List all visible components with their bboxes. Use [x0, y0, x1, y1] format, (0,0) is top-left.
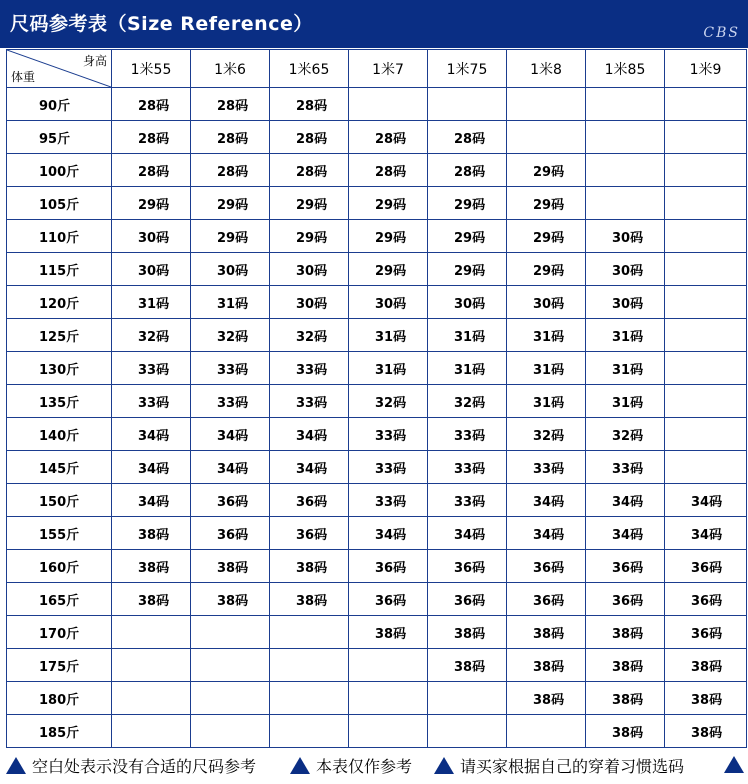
- size-cell: 34码: [586, 517, 665, 550]
- triangle-icon: [290, 757, 310, 774]
- size-cell: 30码: [507, 286, 586, 319]
- size-cell: 32码: [586, 418, 665, 451]
- size-cell: 34码: [586, 484, 665, 517]
- table-row: [7, 121, 747, 154]
- weight-cell: 120斤: [7, 286, 112, 319]
- height-header-row: [7, 50, 747, 88]
- size-cell: [112, 715, 191, 748]
- weight-cell: 115斤: [7, 253, 112, 286]
- size-cell: 28码: [270, 88, 349, 121]
- height-header: 1米8: [507, 50, 586, 88]
- size-cell: 34码: [507, 484, 586, 517]
- size-cell: 38码: [112, 550, 191, 583]
- size-cell: [191, 649, 270, 682]
- weight-cell: 130斤: [7, 352, 112, 385]
- size-cell: 28码: [112, 121, 191, 154]
- table-row: [7, 517, 747, 550]
- table-row: [7, 583, 747, 616]
- table-row: [7, 484, 747, 517]
- size-cell: 28码: [270, 154, 349, 187]
- size-cell: 31码: [428, 319, 507, 352]
- size-cell: [428, 715, 507, 748]
- size-cell: 36码: [586, 583, 665, 616]
- weight-cell: 160斤: [7, 550, 112, 583]
- size-cell: 31码: [586, 385, 665, 418]
- size-cell: 32码: [349, 385, 428, 418]
- size-cell: [586, 154, 665, 187]
- size-cell: 29码: [191, 220, 270, 253]
- size-cell: 34码: [112, 451, 191, 484]
- size-cell: 29码: [428, 253, 507, 286]
- size-cell: 36码: [349, 550, 428, 583]
- table-row: [7, 385, 747, 418]
- size-cell: 38码: [112, 583, 191, 616]
- size-cell: 29码: [112, 187, 191, 220]
- size-cell: 31码: [349, 319, 428, 352]
- size-cell: 29码: [428, 220, 507, 253]
- size-cell: 36码: [586, 550, 665, 583]
- size-cell: 29码: [428, 187, 507, 220]
- table-row: [7, 715, 747, 748]
- size-cell: 34码: [191, 418, 270, 451]
- size-cell: 29码: [507, 253, 586, 286]
- size-cell: 38码: [665, 682, 747, 715]
- size-cell: 30码: [270, 286, 349, 319]
- size-cell: [270, 715, 349, 748]
- size-cell: 31码: [507, 385, 586, 418]
- size-cell: 33码: [349, 451, 428, 484]
- size-cell: [349, 649, 428, 682]
- size-cell: 38码: [428, 649, 507, 682]
- triangle-icon: [434, 757, 454, 774]
- table-row: [7, 154, 747, 187]
- size-cell: 38码: [586, 715, 665, 748]
- size-cell: [191, 682, 270, 715]
- size-cell: 28码: [191, 88, 270, 121]
- size-cell: 36码: [507, 583, 586, 616]
- size-cell: 30码: [428, 286, 507, 319]
- size-cell: [586, 187, 665, 220]
- size-cell: 38码: [270, 583, 349, 616]
- footer-note: [434, 754, 684, 777]
- size-cell: [270, 616, 349, 649]
- size-cell: 33码: [586, 451, 665, 484]
- size-cell: [349, 715, 428, 748]
- size-cell: 32码: [191, 319, 270, 352]
- size-cell: 33码: [191, 385, 270, 418]
- size-cell: 29码: [270, 187, 349, 220]
- size-cell: 34码: [665, 517, 747, 550]
- size-cell: 33码: [191, 352, 270, 385]
- size-cell: 31码: [586, 319, 665, 352]
- size-cell: [191, 616, 270, 649]
- weight-cell: 170斤: [7, 616, 112, 649]
- footer-note-text: 请买家根据自己的穿着习惯选码: [460, 757, 685, 776]
- size-cell: [270, 682, 349, 715]
- size-cell: 28码: [112, 88, 191, 121]
- size-cell: 38码: [665, 715, 747, 748]
- size-cell: 30码: [112, 220, 191, 253]
- table-row: [7, 550, 747, 583]
- weight-cell: 185斤: [7, 715, 112, 748]
- size-cell: 28码: [428, 154, 507, 187]
- size-cell: [112, 616, 191, 649]
- size-cell: 29码: [270, 220, 349, 253]
- size-cell: 34码: [349, 517, 428, 550]
- size-cell: 36码: [428, 583, 507, 616]
- table-row: [7, 319, 747, 352]
- size-cell: 28码: [349, 154, 428, 187]
- weight-cell: 110斤: [7, 220, 112, 253]
- table-row: [7, 253, 747, 286]
- size-cell: 36码: [665, 550, 747, 583]
- size-cell: 31码: [191, 286, 270, 319]
- size-cell: [586, 88, 665, 121]
- size-cell: [349, 88, 428, 121]
- size-cell: [665, 286, 747, 319]
- weight-axis-label: 体重: [11, 70, 36, 84]
- size-cell: [665, 451, 747, 484]
- size-cell: 38码: [112, 517, 191, 550]
- size-cell: 38码: [665, 649, 747, 682]
- size-cell: [665, 418, 747, 451]
- height-header: 1米65: [270, 50, 349, 88]
- size-cell: 31码: [112, 286, 191, 319]
- weight-cell: 165斤: [7, 583, 112, 616]
- size-cell: 28码: [112, 154, 191, 187]
- size-cell: 38码: [507, 682, 586, 715]
- size-cell: 34码: [270, 451, 349, 484]
- size-cell: [112, 682, 191, 715]
- size-cell: [665, 88, 747, 121]
- size-cell: [665, 154, 747, 187]
- height-header: 1米6: [191, 50, 270, 88]
- size-cell: [665, 319, 747, 352]
- size-cell: 29码: [507, 187, 586, 220]
- footer-note: [290, 754, 412, 777]
- size-cell: 33码: [349, 418, 428, 451]
- size-cell: 29码: [507, 220, 586, 253]
- size-cell: 33码: [428, 484, 507, 517]
- size-table: [6, 49, 747, 748]
- size-cell: 28码: [349, 121, 428, 154]
- size-cell: 38码: [586, 682, 665, 715]
- weight-cell: 180斤: [7, 682, 112, 715]
- weight-cell: 90斤: [7, 88, 112, 121]
- size-cell: 30码: [586, 220, 665, 253]
- corner-header-cell: [7, 50, 112, 88]
- table-row: [7, 418, 747, 451]
- size-cell: [507, 88, 586, 121]
- size-cell: 38码: [270, 550, 349, 583]
- size-cell: 28码: [191, 121, 270, 154]
- size-cell: 31码: [428, 352, 507, 385]
- size-cell: 31码: [507, 352, 586, 385]
- size-cell: 32码: [112, 319, 191, 352]
- size-cell: 36码: [349, 583, 428, 616]
- weight-cell: 150斤: [7, 484, 112, 517]
- size-cell: 28码: [191, 154, 270, 187]
- size-cell: [112, 649, 191, 682]
- height-header: 1米75: [428, 50, 507, 88]
- size-cell: [665, 187, 747, 220]
- header-bar: [0, 0, 748, 48]
- table-row: [7, 649, 747, 682]
- size-cell: 33码: [428, 418, 507, 451]
- size-cell: 34码: [112, 484, 191, 517]
- size-cell: [507, 715, 586, 748]
- size-cell: 34码: [112, 418, 191, 451]
- height-header: 1米55: [112, 50, 191, 88]
- size-cell: 28码: [428, 121, 507, 154]
- size-cell: [665, 385, 747, 418]
- size-cell: 33码: [349, 484, 428, 517]
- size-cell: 38码: [349, 616, 428, 649]
- brand-mark: CBS: [703, 25, 740, 41]
- size-cell: 36码: [191, 484, 270, 517]
- size-cell: 32码: [428, 385, 507, 418]
- size-cell: [665, 220, 747, 253]
- size-cell: [349, 682, 428, 715]
- size-cell: 38码: [191, 583, 270, 616]
- size-cell: 29码: [191, 187, 270, 220]
- footer-note-text: 空白处表示没有合适的尺码参考: [32, 757, 257, 776]
- size-table-body: [7, 88, 747, 748]
- size-cell: 38码: [507, 616, 586, 649]
- footer-note: [6, 754, 256, 777]
- size-cell: [586, 121, 665, 154]
- size-cell: [507, 121, 586, 154]
- page-title: 尺码参考表（Size Reference）: [10, 13, 313, 35]
- weight-cell: 155斤: [7, 517, 112, 550]
- table-row: [7, 616, 747, 649]
- weight-cell: 175斤: [7, 649, 112, 682]
- size-cell: [428, 682, 507, 715]
- size-cell: [665, 121, 747, 154]
- size-cell: 36码: [270, 484, 349, 517]
- table-row: [7, 682, 747, 715]
- size-cell: [191, 715, 270, 748]
- size-cell: 33码: [270, 352, 349, 385]
- size-cell: 36码: [191, 517, 270, 550]
- size-cell: 36码: [507, 550, 586, 583]
- triangle-icon: [6, 757, 26, 774]
- table-row: [7, 286, 747, 319]
- height-header: 1米7: [349, 50, 428, 88]
- weight-cell: 145斤: [7, 451, 112, 484]
- size-cell: 34码: [428, 517, 507, 550]
- weight-cell: 100斤: [7, 154, 112, 187]
- height-header: 1米85: [586, 50, 665, 88]
- size-cell: 30码: [586, 286, 665, 319]
- size-cell: 34码: [270, 418, 349, 451]
- size-cell: [270, 649, 349, 682]
- size-cell: 29码: [349, 187, 428, 220]
- triangle-icon: [724, 756, 744, 773]
- table-row: [7, 451, 747, 484]
- size-cell: 36码: [665, 583, 747, 616]
- size-cell: 36码: [270, 517, 349, 550]
- size-cell: 38码: [507, 649, 586, 682]
- size-cell: 30码: [349, 286, 428, 319]
- size-cell: 33码: [112, 385, 191, 418]
- size-cell: 29码: [349, 253, 428, 286]
- size-cell: 32码: [507, 418, 586, 451]
- height-axis-label: 身高: [82, 54, 107, 68]
- footer-note-text: 本表仅作参考: [316, 757, 413, 776]
- table-row: [7, 187, 747, 220]
- size-cell: 38码: [586, 616, 665, 649]
- size-cell: 38码: [191, 550, 270, 583]
- footer-notes: [0, 752, 748, 782]
- size-cell: 34码: [507, 517, 586, 550]
- size-cell: 34码: [665, 484, 747, 517]
- size-cell: 28码: [270, 121, 349, 154]
- size-cell: 36码: [428, 550, 507, 583]
- size-cell: 33码: [112, 352, 191, 385]
- weight-cell: 105斤: [7, 187, 112, 220]
- size-cell: [665, 352, 747, 385]
- size-cell: 30码: [586, 253, 665, 286]
- size-cell: 31码: [349, 352, 428, 385]
- size-cell: 33码: [270, 385, 349, 418]
- size-cell: 29码: [349, 220, 428, 253]
- size-cell: 34码: [191, 451, 270, 484]
- size-cell: 32码: [270, 319, 349, 352]
- weight-cell: 140斤: [7, 418, 112, 451]
- weight-cell: 95斤: [7, 121, 112, 154]
- size-cell: 36码: [665, 616, 747, 649]
- height-header: 1米9: [665, 50, 747, 88]
- size-cell: 31码: [507, 319, 586, 352]
- table-row: [7, 220, 747, 253]
- size-cell: 38码: [428, 616, 507, 649]
- size-cell: 30码: [112, 253, 191, 286]
- size-cell: 30码: [191, 253, 270, 286]
- size-cell: 29码: [507, 154, 586, 187]
- table-row: [7, 352, 747, 385]
- size-cell: [428, 88, 507, 121]
- size-cell: 33码: [428, 451, 507, 484]
- weight-cell: 125斤: [7, 319, 112, 352]
- size-cell: 31码: [586, 352, 665, 385]
- size-cell: 33码: [507, 451, 586, 484]
- table-row: [7, 88, 747, 121]
- size-cell: [665, 253, 747, 286]
- weight-cell: 135斤: [7, 385, 112, 418]
- size-cell: 30码: [270, 253, 349, 286]
- size-cell: 38码: [586, 649, 665, 682]
